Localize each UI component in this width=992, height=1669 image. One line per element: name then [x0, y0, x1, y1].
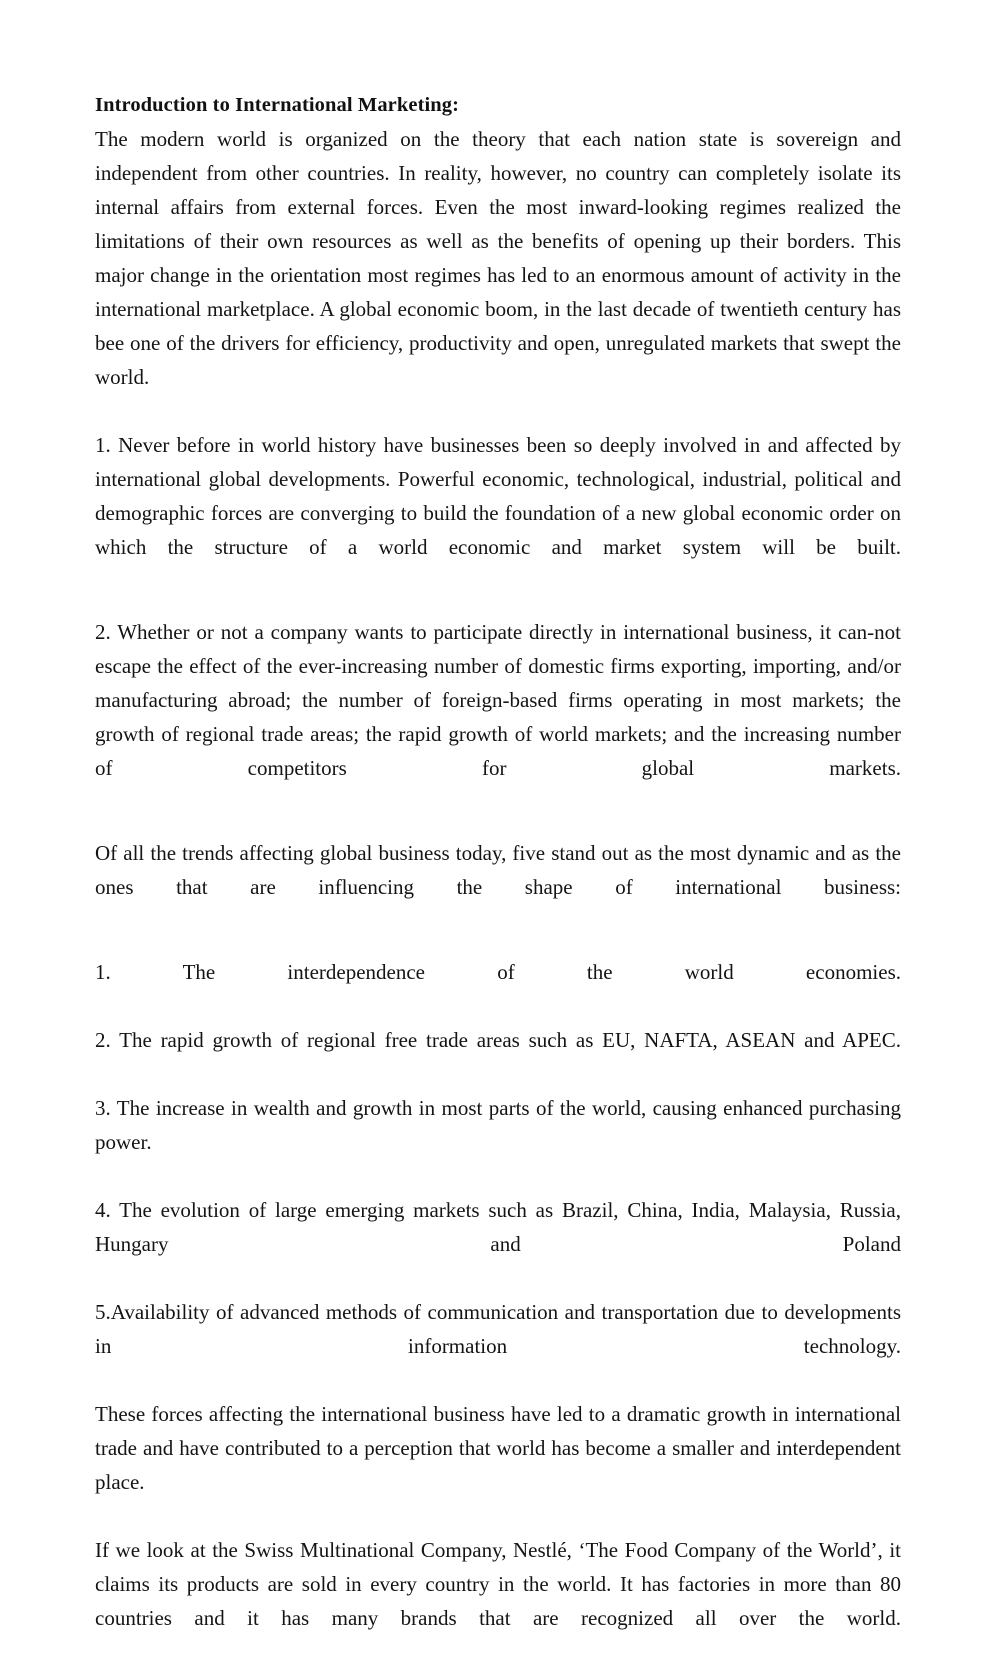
numbered-point-2: 2. Whether or not a company wants to participate directly in international business, it can-not escape the effect of the ever-increasing number of domestic firms exporting, importing, and/or manufacturing abroad; the number of foreign-based firms operating in most markets; the growth of regional trade areas; the rapid growth of world markets; and the increasing number of competitors for global markets.	[95, 620, 901, 780]
list-item: 3. The increase in wealth and growth in most parts of the world, causing enhanced purchasing power.	[95, 1096, 901, 1154]
list-item: 2. The rapid growth of regional free trade areas such as EU, NAFTA, ASEAN and APEC.	[95, 1028, 901, 1052]
trends-list	[95, 955, 901, 1397]
intro-paragraph: The modern world is organized on the theory that each nation state is sovereign and independent from other countries. In reality, however, no country can completely isolate its internal affairs from external forces. Even the most inward-looking regimes realized the limitations of their own resources as well as the benefits of opening up their borders. This major change in the orientation most regimes has led to an enormous amount of activity in the international marketplace. A global economic boom, in the last decade of twentieth century has bee one of the drivers for efficiency, productivity and open, unregulated markets that swept the world.	[95, 127, 901, 389]
list-item: 5.Availability of advanced methods of communication and transportation due to developments in information technology.	[95, 1300, 901, 1358]
document-body	[95, 88, 901, 1669]
nestle-paragraph: If we look at the Swiss Multinational Company, Nestlé, ‘The Food Company of the World’, it claims its products are sold in every country in the world. It has factories in more than 80 countries and it has many brands that are recognized all over the world.	[95, 1538, 901, 1630]
numbered-point-1: 1. Never before in world history have businesses been so deeply involved in and affected by international global developments. Powerful economic, technological, industrial, political and demographic forces are converging to build the foundation of a new global economic order on which the structure of a world economic and market system will be built.	[95, 433, 901, 559]
paragraph-spacer	[95, 938, 901, 955]
page-title: Introduction to International Marketing:	[95, 94, 460, 116]
paragraph-spacer	[95, 598, 901, 615]
paragraph-spacer	[95, 819, 901, 836]
list-item: 4. The evolution of large emerging markets such as Brazil, China, India, Malaysia, Russia, Hungary and Poland	[95, 1198, 901, 1256]
list-item: 1. The interdependence of the world economies.	[95, 960, 901, 984]
trends-lead-in-paragraph: Of all the trends affecting global business today, five stand out as the most dynamic and as the ones that are influencing the shape of international business:	[95, 841, 901, 899]
forces-conclusion-paragraph: These forces affecting the international business have led to a dramatic growth in international trade and have contributed to a perception that world has become a smaller and interdependent place.	[95, 1402, 901, 1494]
